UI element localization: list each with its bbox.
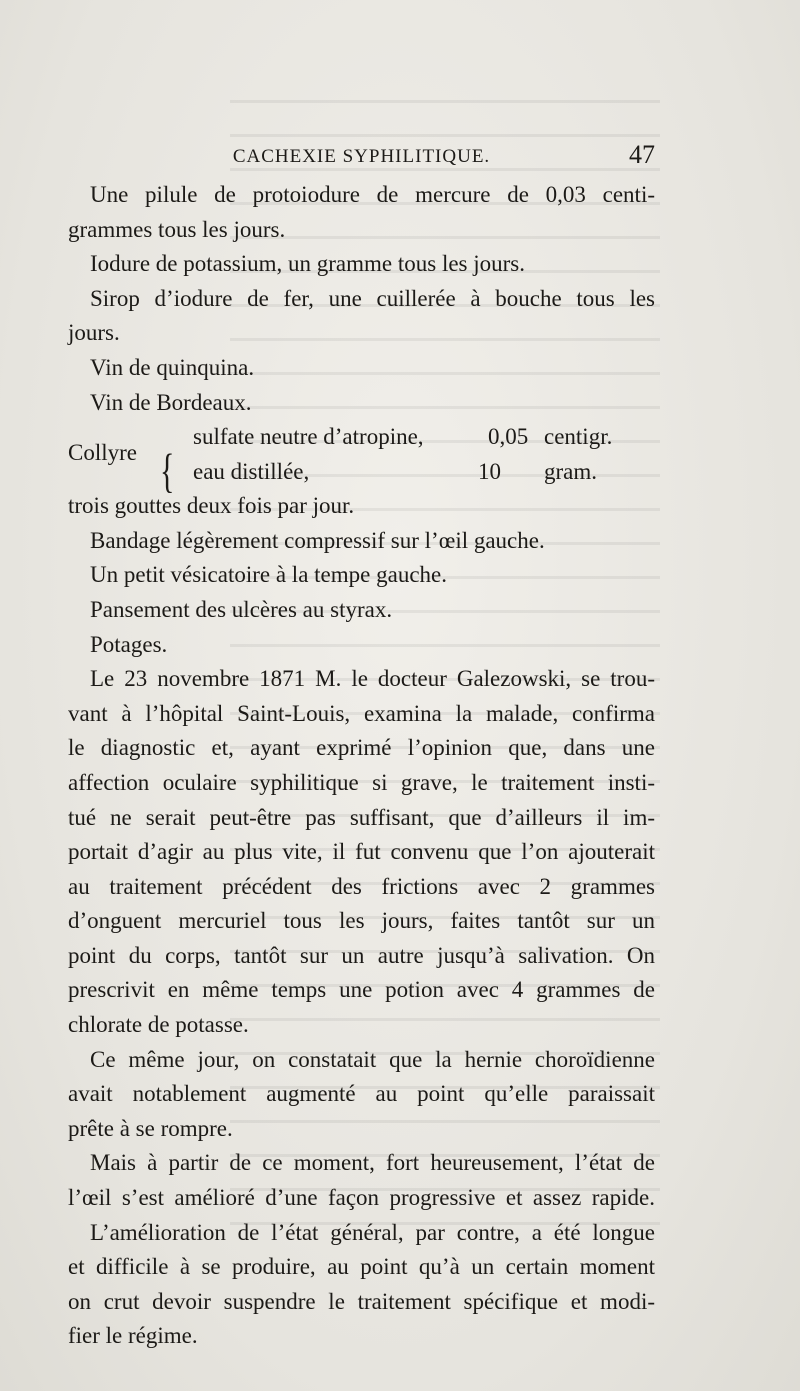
- running-title: CACHEXIE SYPHILITIQUE.: [232, 146, 491, 167]
- text-line: l’œil s’est amélioré d’une façon progressive et assez rapide.: [68, 1185, 655, 1211]
- text-line: on crut devoir suspendre le traitement spécifique et modi-: [68, 1288, 655, 1314]
- text-line: Vin de Bordeaux.: [90, 389, 252, 415]
- text-line: vant à l’hôpital Saint-Louis, examina la malade, confirma: [68, 700, 655, 726]
- text-line: trois gouttes deux fois par jour.: [68, 493, 355, 519]
- text-line: Le 23 novembre 1871 M. le docteur Galezowski, se trou-: [90, 666, 655, 692]
- text-line: Bandage légèrement compressif sur l’œil gauche.: [90, 527, 545, 553]
- quantity-1: 0,05: [488, 424, 529, 450]
- text-line: d’onguent mercuriel tous les jours, faites tantôt sur un: [68, 908, 655, 934]
- unit-1: centigr.: [544, 424, 613, 450]
- brace-glyph: {: [160, 444, 175, 498]
- text-line: Sirop d’iodure de fer, une cuillerée à bouche tous les: [90, 285, 655, 311]
- text-line: et difficile à se produire, au point qu’à un certain moment: [68, 1254, 655, 1280]
- text-line: avait notablement augmenté au point qu’elle paraissait: [68, 1081, 655, 1107]
- text-line: Une pilule de protoiodure de mercure de 0,03 centi-: [90, 182, 655, 207]
- text-line: grammes tous les jours.: [68, 216, 286, 242]
- collyre-prescription: [68, 420, 655, 498]
- text-line: point du corps, tantôt sur un autre jusqu’à salivation. On: [68, 942, 655, 968]
- page-header: [68, 140, 655, 180]
- page-number: 47: [629, 140, 655, 169]
- text-line: tué ne serait peut-être pas suffisant, que d’ailleurs il im-: [68, 804, 655, 830]
- text-line: chlorate de potasse.: [68, 1012, 249, 1038]
- text-line: Vin de quinquina.: [90, 354, 255, 380]
- text-line: fier le régime.: [68, 1323, 198, 1349]
- text-line: Potages.: [90, 631, 168, 657]
- text-line: Pansement des ulcères au styrax.: [90, 596, 393, 622]
- text-line: au traitement précédent des frictions avec 2 grammes: [68, 873, 655, 899]
- text-line: Un petit vésicatoire à la tempe gauche.: [90, 562, 447, 588]
- text-line: Ce même jour, on constatait que la hernie choroïdienne: [90, 1046, 655, 1072]
- body-text: [68, 178, 655, 1354]
- text-line: prescrivit en même temps une potion avec 4 grammes de: [68, 977, 655, 1003]
- text-line: le diagnostic et, ayant exprimé l’opinion que, dans une: [68, 735, 655, 761]
- text-line: Mais à partir de ce moment, fort heureusement, l’état de: [90, 1150, 655, 1176]
- text-line: jours.: [68, 320, 120, 346]
- text-line: prête à se rompre.: [68, 1115, 233, 1141]
- text-line: L’amélioration de l’état général, par contre, a été longue: [90, 1219, 655, 1245]
- text-line: Iodure de potassium, un gramme tous les jours.: [90, 251, 526, 277]
- ingredient-2: eau distillée,: [193, 458, 310, 484]
- unit-2: gram.: [544, 458, 598, 484]
- ingredient-1: sulfate neutre d’atropine,: [193, 424, 424, 450]
- text-line: affection oculaire syphilitique si grave, le traitement insti-: [68, 769, 655, 795]
- collyre-label: Collyre: [68, 440, 137, 466]
- text-line: portait d’agir au plus vite, il fut convenu que l’on ajouterait: [68, 839, 655, 865]
- quantity-2: 10: [478, 458, 501, 484]
